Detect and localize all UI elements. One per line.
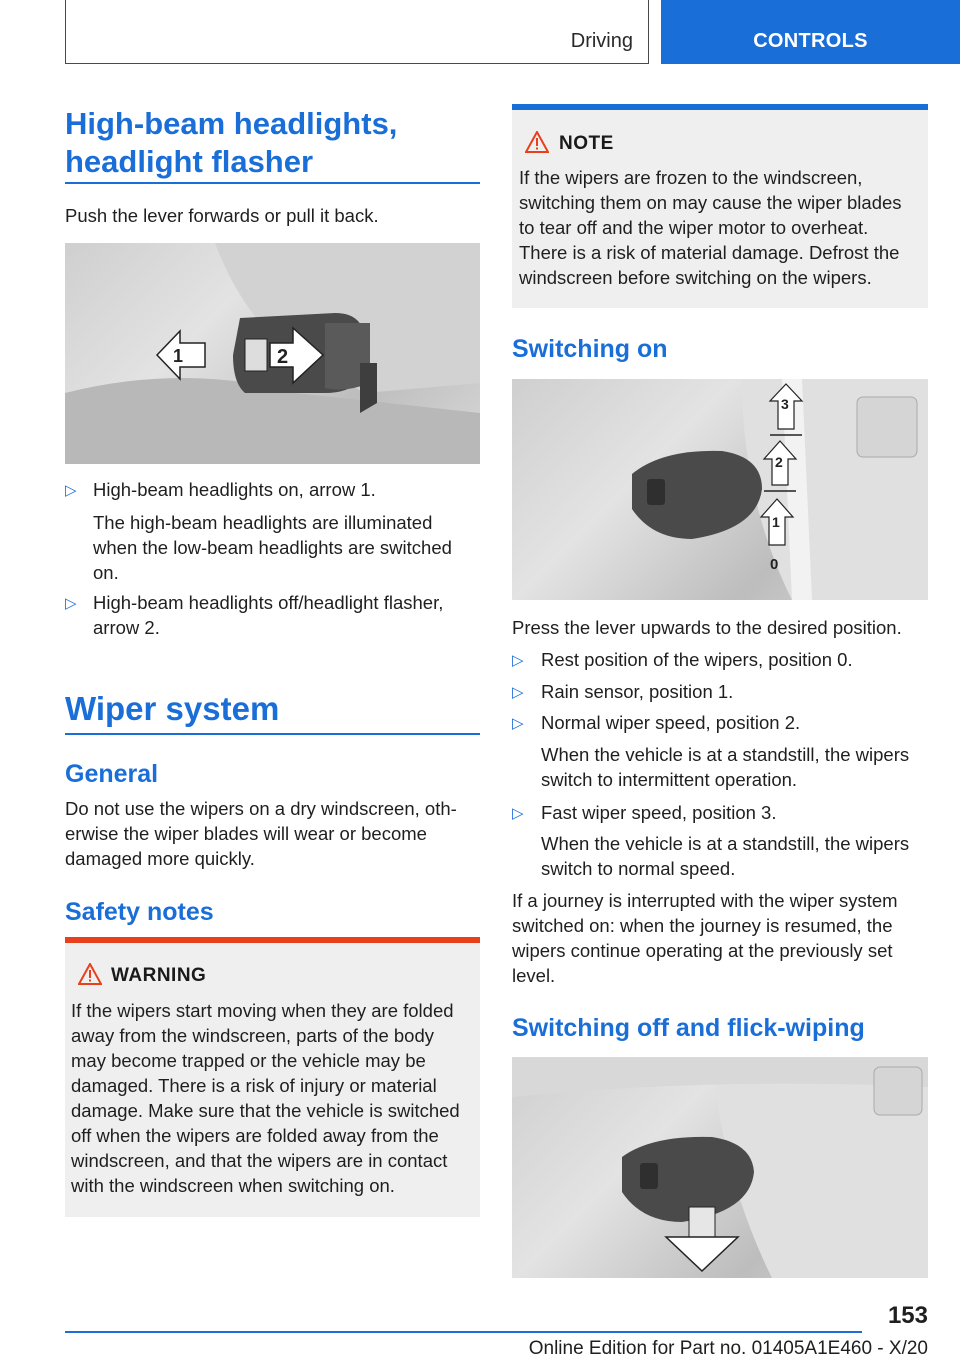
lever-image-switching-off bbox=[512, 1057, 928, 1278]
warning-line-2: away from the windscreen, parts of the body bbox=[71, 1025, 434, 1046]
warning-line-8: with the windscreen when switching on. bbox=[71, 1175, 395, 1196]
triangle-right-icon: ▷ bbox=[512, 715, 524, 732]
general-line-2: erwise the wiper blades will wear or become bbox=[65, 823, 427, 844]
title-rule bbox=[65, 733, 480, 735]
lever-illustration bbox=[65, 243, 480, 464]
bullet-position-2-sub-1: When the vehicle is at a standstill, the wipers bbox=[541, 744, 910, 765]
section-title-wiper: Wiper system bbox=[65, 690, 280, 727]
journey-line-2: switched on: when the journey is resumed, the bbox=[512, 915, 893, 936]
warning-line-6: off when the wipers are folded away from the bbox=[71, 1125, 439, 1146]
bullet-position-3-sub-2: switch to normal speed. bbox=[541, 858, 736, 879]
bullet-position-3: Fast wiper speed, position 3. bbox=[541, 802, 777, 823]
general-line-1: Do not use the wipers on a dry windscreen, oth- bbox=[65, 798, 457, 819]
svg-text:2: 2 bbox=[775, 454, 783, 470]
bullet-position-2: Normal wiper speed, position 2. bbox=[541, 712, 801, 733]
arrow-2-label: 2 bbox=[277, 346, 289, 368]
bullet-highbeam-on: High-beam headlights on, arrow 1. bbox=[93, 479, 376, 500]
warning-line-7: windscreen, and that the wipers are in contact bbox=[71, 1150, 448, 1171]
bullet-highbeam-off: High-beam headlights off/headlight flasher, bbox=[93, 592, 444, 613]
warning-line-1: If the wipers start moving when they are folded bbox=[71, 1000, 454, 1021]
position-0-label: 0 bbox=[770, 556, 779, 573]
note-line-5: windscreen before switching on the wipers. bbox=[519, 267, 872, 288]
bullet-position-2-sub-2: switch to intermittent operation. bbox=[541, 769, 798, 790]
section-title-highbeam-line1: High-beam headlights, bbox=[65, 106, 398, 141]
general-line-3: damaged more quickly. bbox=[65, 848, 255, 869]
bullet-position-3-sub-1: When the vehicle is at a standstill, the wipers bbox=[541, 833, 910, 854]
bullet-position-1: Rain sensor, position 1. bbox=[541, 681, 734, 702]
arrow-1-label: 1 bbox=[173, 346, 184, 366]
note-line-3: to tear off and the wiper motor to overheat. bbox=[519, 217, 869, 238]
journey-line-3: wipers continue operating at the previously set bbox=[512, 940, 893, 961]
subsection-title-switching-off: Switching off and flick-wiping bbox=[512, 1014, 865, 1042]
lever-image-switching-on bbox=[512, 379, 928, 600]
note-line-1: If the wipers are frozen to the windscreen, bbox=[519, 167, 863, 188]
arrow-1-icon bbox=[157, 331, 205, 379]
footer-edition: Online Edition for Part no. 01405A1E460 - X/20 bbox=[528, 1338, 928, 1359]
bullet-highbeam-on-sub-2: when the low-beam headlights are switched bbox=[93, 537, 452, 558]
highbeam-intro: Push the lever forwards or pull it back. bbox=[65, 205, 379, 226]
svg-text:1: 1 bbox=[772, 514, 780, 530]
header-left-frame bbox=[65, 0, 649, 64]
note-line-2: switching them on may cause the wiper blades bbox=[519, 192, 902, 213]
triangle-right-icon: ▷ bbox=[512, 805, 524, 822]
warning-triangle-icon bbox=[525, 131, 549, 158]
note-label: NOTE bbox=[559, 133, 614, 154]
subsection-title-switching-on: Switching on bbox=[512, 335, 668, 363]
warning-line-3: may become trapped or the vehicle may be bbox=[71, 1050, 426, 1071]
svg-text:3: 3 bbox=[781, 396, 789, 412]
footer-rule bbox=[65, 1331, 862, 1333]
page-number: 153 bbox=[887, 1302, 928, 1329]
journey-line-1: If a journey is interrupted with the wiper system bbox=[512, 890, 898, 911]
triangle-right-icon: ▷ bbox=[65, 482, 77, 499]
subsection-title-safety: Safety notes bbox=[65, 898, 214, 926]
section-title-highbeam-line2: headlight flasher bbox=[65, 144, 314, 179]
warning-label: WARNING bbox=[111, 965, 207, 986]
title-rule bbox=[65, 182, 480, 184]
bullet-highbeam-on-sub-1: The high-beam headlights are illuminated bbox=[93, 512, 433, 533]
subsection-title-general: General bbox=[65, 760, 159, 788]
note-line-4: There is a risk of material damage. Defrost the bbox=[519, 242, 900, 263]
triangle-right-icon: ▷ bbox=[512, 684, 524, 701]
header-chapter: CONTROLS bbox=[753, 30, 868, 52]
journey-line-4: level. bbox=[512, 965, 556, 986]
warning-line-4: damaged. There is a risk of injury or material bbox=[71, 1075, 437, 1096]
warning-triangle-icon bbox=[78, 963, 102, 990]
bullet-highbeam-on-sub-3: on. bbox=[93, 562, 119, 583]
wiper-lever-illustration bbox=[512, 379, 928, 600]
bullet-position-0: Rest position of the wipers, position 0. bbox=[541, 649, 853, 670]
press-text: Press the lever upwards to the desired position. bbox=[512, 617, 902, 638]
triangle-right-icon: ▷ bbox=[65, 595, 77, 612]
lever-image-highbeam bbox=[65, 243, 480, 464]
wiper-lever-down-illustration bbox=[512, 1057, 928, 1278]
header-section: Driving bbox=[570, 30, 633, 52]
bullet-highbeam-off-line2: arrow 2. bbox=[93, 617, 160, 638]
triangle-right-icon: ▷ bbox=[512, 652, 524, 669]
warning-line-5: damage. Make sure that the vehicle is switched bbox=[71, 1100, 460, 1121]
